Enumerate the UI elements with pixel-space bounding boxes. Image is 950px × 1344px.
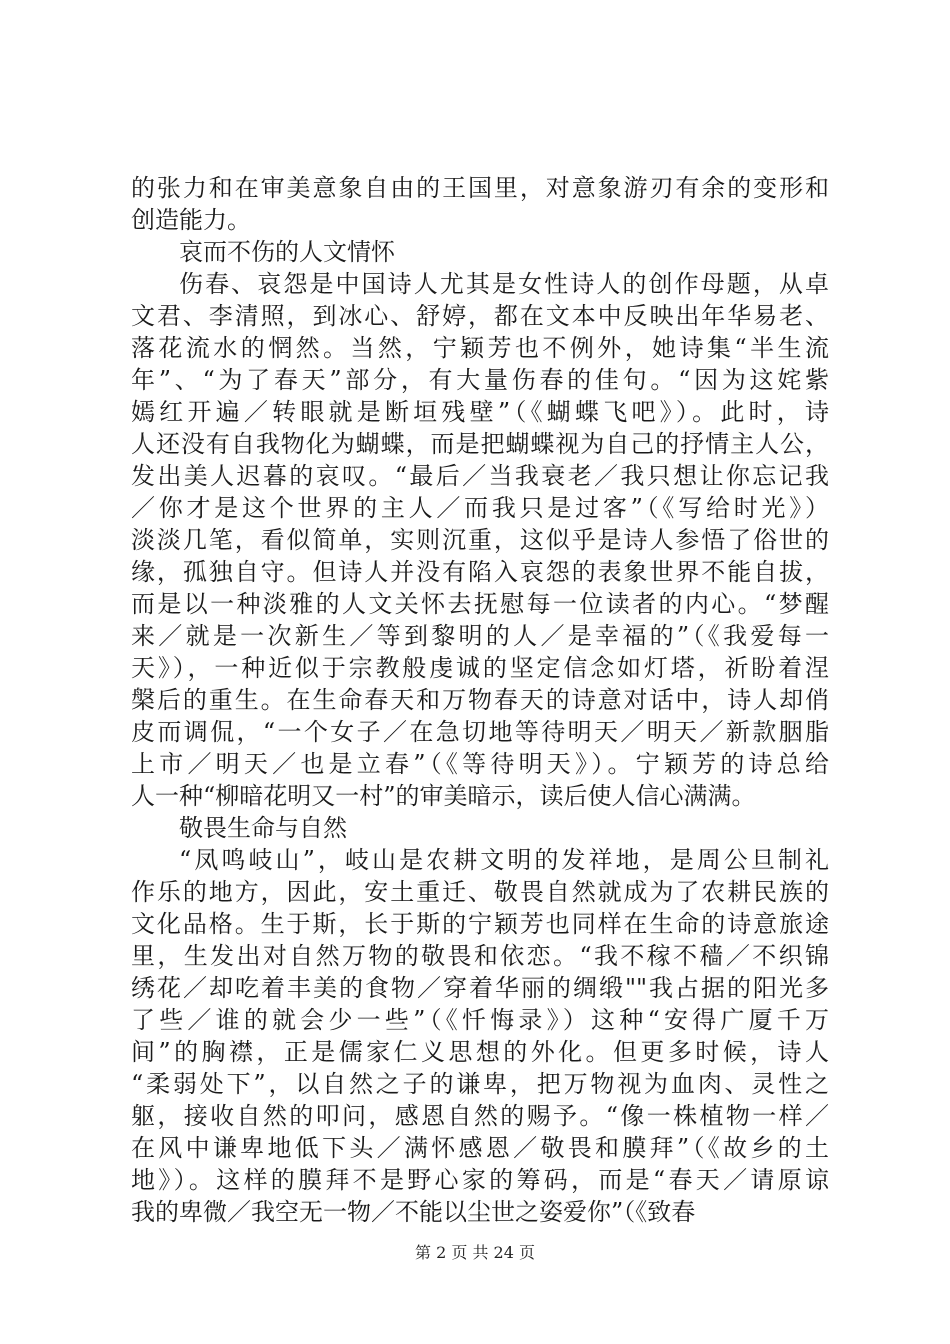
text-line: “凤鸣岐山”，岐山是农耕文明的发祥地，是周公旦制礼 xyxy=(179,846,829,874)
text-line: 文君、李清照，到冰心、舒婷，都在文本中反映出年华易老、 xyxy=(131,302,829,330)
text-line: 绣花／却吃着丰美的食物／穿着华丽的绸缎""我占据的阳光多 xyxy=(131,974,829,1002)
text-line: 淡淡几笔，看似简单，实则沉重，这似乎是诗人参悟了俗世的 xyxy=(131,526,829,554)
text-line: 人一种“柳暗花明又一村”的审美暗示，读后使人信心满满。 xyxy=(131,782,756,810)
text-line: 躯，接收自然的叩问，感恩自然的赐予。“像一株植物一样／ xyxy=(131,1102,829,1130)
document-body xyxy=(131,172,829,1228)
text-line: 里，生发出对自然万物的敬畏和依恋。“我不稼不穑／不织锦 xyxy=(131,942,829,970)
text-line: 年”、“为了春天”部分，有大量伤春的佳句。“因为这姹紫 xyxy=(131,366,829,394)
text-line: 创造能力。 xyxy=(131,206,251,234)
text-line: 而是以一种淡雅的人文关怀去抚慰每一位读者的内心。“梦醒 xyxy=(131,590,829,618)
text-line: 在风中谦卑地低下头／满怀感恩／敬畏和膜拜”（《故乡的土 xyxy=(131,1134,829,1162)
text-line: 伤春、哀怨是中国诗人尤其是女性诗人的创作母题，从卓 xyxy=(179,270,829,298)
text-line: 嫣红开遍／转眼就是断垣残壁”（《蝴蝶飞吧》）。此时，诗 xyxy=(131,398,829,426)
text-line: 上市／明天／也是立春”（《等待明天》）。宁颖芳的诗总给 xyxy=(131,750,829,778)
text-line: 作乐的地方，因此，安土重迁、敬畏自然就成为了农耕民族的 xyxy=(131,878,829,906)
text-line: 落花流水的惘然。当然，宁颖芳也不例外，她诗集“半生流 xyxy=(131,334,829,362)
text-line: 发出美人迟暮的哀叹。“最后／当我衰老／我只想让你忘记我 xyxy=(131,462,829,490)
text-line: 缘，孤独自守。但诗人并没有陷入哀怨的表象世界不能自拔， xyxy=(131,558,829,586)
text-line: 来／就是一次新生／等到黎明的人／是幸福的”（《我爱每一 xyxy=(131,622,829,650)
page-footer: 第 2 页 共 24 页 xyxy=(415,1243,535,1262)
text-line: 地》）。这样的膜拜不是野心家的筹码，而是“春天／请原谅 xyxy=(131,1166,829,1194)
text-line: 我的卑微／我空无一物／不能以尘世之姿爱你”（《致春 xyxy=(131,1198,696,1226)
text-line: 文化品格。生于斯，长于斯的宁颖芳也同样在生命的诗意旅途 xyxy=(131,910,829,938)
text-line: 间”的胸襟，正是儒家仁义思想的外化。但更多时候，诗人 xyxy=(131,1038,829,1066)
text-line: 皮而调侃，“一个女子／在急切地等待明天／明天／新款胭脂 xyxy=(131,718,829,746)
text-line: “柔弱处下”，以自然之子的谦卑，把万物视为血肉、灵性之 xyxy=(131,1070,829,1098)
text-line: 了些／谁的就会少一些”（《忏悔录》）这种“安得广厦千万 xyxy=(131,1006,829,1034)
text-line: 的张力和在审美意象自由的王国里，对意象游刃有余的变形和 xyxy=(131,174,829,202)
text-line: 天》），一种近似于宗教般虔诚的坚定信念如灯塔，祈盼着涅 xyxy=(131,654,829,682)
text-line: ／你才是这个世界的主人／而我只是过客”（《写给时光》） xyxy=(131,494,829,522)
text-line: 人还没有自我物化为蝴蝶，而是把蝴蝶视为自己的抒情主人公， xyxy=(131,430,829,458)
text-line: 槃后的重生。在生命春天和万物春天的诗意对话中，诗人却俏 xyxy=(131,686,829,714)
section-heading: 哀而不伤的人文情怀 xyxy=(179,238,395,266)
section-heading: 敬畏生命与自然 xyxy=(179,814,347,842)
